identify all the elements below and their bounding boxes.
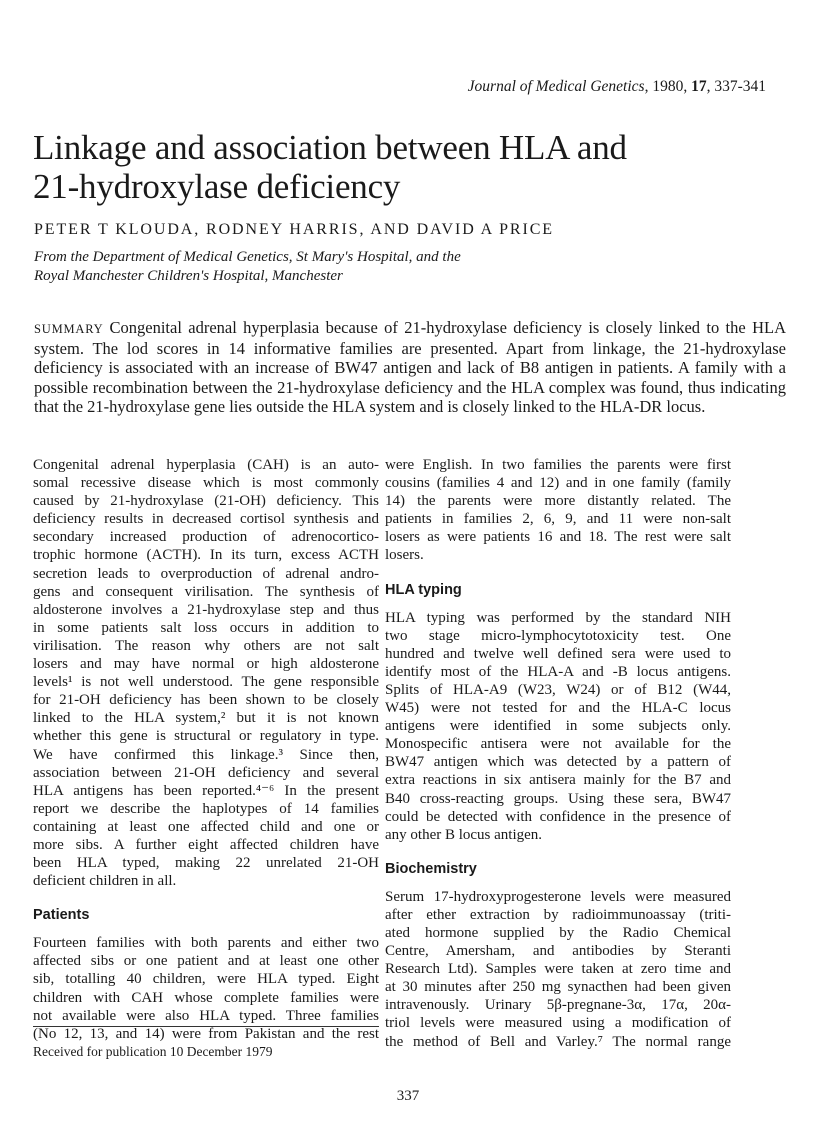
text-line: Monospecific antisera were not available for the [385, 736, 731, 753]
text-line: hundred and twelve well defined sera were used to [385, 645, 731, 662]
text-line: We have confirmed this linkage.³ Since then, [33, 746, 379, 763]
introduction [33, 456, 379, 890]
text-line: containing at least one affected child and one or [33, 818, 379, 835]
text-line: Congenital adrenal hyperplasia (CAH) is an auto- [33, 457, 379, 473]
text-line: triol levels were measured using a modification of [385, 1015, 731, 1032]
text-line: intravenously. Urinary 5β-pregnane-3α, 17α, 20α- [385, 997, 731, 1014]
hla-typing-section [385, 609, 731, 844]
text-line: children with CAH whose complete families were [33, 989, 379, 1006]
text-line: B40 cross-reacting groups. Using these sera, BW47 [385, 790, 731, 807]
text-line: Serum 17-hydroxyprogesterone levels were measured [385, 888, 731, 905]
summary-label: SUMMARY [34, 322, 104, 336]
left-column [33, 456, 379, 1061]
text-line: virilisation. The reason why others are not salt [33, 637, 379, 654]
text-line: after ether extraction by radioimmunoassay (triti- [385, 906, 731, 923]
text-line: somal recessive disease which is most commonly [33, 475, 379, 492]
text-line: been HLA typed, making 22 unrelated 21-OH [33, 855, 379, 872]
text-line: HLA typing was performed by the standard NIH [385, 609, 731, 626]
text-line: sib, totalling 40 children, were HLA typed. Eight [33, 971, 379, 988]
text-line: BW47 antigen which was detected by a pattern of [385, 754, 731, 771]
text-line: two stage micro-lymphocytotoxicity test. One [385, 627, 731, 644]
journal-volume: 17 [691, 78, 707, 95]
section-heading-biochemistry: Biochemistry [385, 860, 477, 877]
text-line: deficiency results in decreased cortisol synthesis and [33, 511, 379, 528]
text-line: in some patients salt loss occurs in addition to [33, 619, 379, 636]
title-line: 21-hydroxylase deficiency [33, 167, 401, 206]
page-number: 337 [396, 1088, 420, 1104]
text-line: any other B locus antigen. [385, 826, 543, 843]
text-line: losers as were patients 16 and 18. The rest were salt [385, 529, 731, 546]
text-line: association between 21-OH deficiency and several [33, 764, 379, 781]
patients-continued [385, 456, 731, 565]
text-line: were English. In two families the parents were first [385, 457, 731, 473]
journal-year: , 1980, [644, 78, 692, 95]
text-line: not available were also HLA typed. Three families [33, 1007, 379, 1024]
right-column [385, 456, 731, 1051]
text-line: more sibs. A further eight affected children have [33, 836, 379, 853]
text-line: losers. [385, 547, 424, 564]
text-line: patients in families 2, 6, 9, and 11 were non-salt [385, 511, 731, 528]
text-line: Fourteen families with both parents and either two [33, 935, 379, 952]
title-line: Linkage and association between HLA and [33, 128, 627, 167]
text-line: linked to the HLA system,² but it is not known [33, 710, 379, 727]
text-line: whether this gene is structural or regulatory in type. [33, 728, 379, 745]
text-line: 14) the parents were more distantly related. The [385, 493, 731, 510]
text-line: identify most of the HLA-A and -B locus antigens. [385, 663, 731, 680]
text-line: antigens were identified in some subjects only. [385, 718, 731, 735]
text-line: W45) were not tested for and the HLA-C locus [385, 700, 731, 717]
text-line: Research Ltd). Samples were taken at zero time and [385, 961, 731, 978]
text-line: aldosterone involves a 21-hydroxylase step and thus [33, 601, 379, 618]
text-line: extra reactions in six antisera mainly for the B7 and [385, 772, 731, 789]
text-line: secretion leads to overproduction of adrenal andro- [33, 565, 379, 582]
text-line: levels¹ is not well understood. The gene responsible [33, 674, 379, 691]
text-line: Centre, Amersham, and antibodies by Steranti [385, 943, 731, 960]
text-line: could be detected with confidence in the presence of [385, 808, 731, 825]
footnote-divider [33, 1026, 379, 1027]
text-line: (No 12, 13, and 14) were from Pakistan and the rest [33, 1025, 379, 1042]
author-list: PETER T KLOUDA, RODNEY HARRIS, AND DAVID A PRICE [34, 221, 554, 238]
text-line: report we describe the haplotypes of 14 families [33, 800, 379, 817]
affiliation-line: Royal Manchester Children's Hospital, Manchester [34, 267, 343, 284]
summary [34, 318, 786, 416]
text-line: Splits of HLA-A9 (W23, W24) or of B12 (W44, [385, 681, 731, 698]
text-line: affected sibs or one patient and at least one other [33, 953, 379, 970]
text-line: ated hormone supplied by the Radio Chemical [385, 924, 731, 941]
summary-text: Congenital adrenal hyperplasia because of 21-hydroxylase deficiency is closely linked to the HLA system. The lod scores in 14 informative families are presented. Apart from linkage, the 21-hydroxylase deficiency is associated with an increase of BW47 antigen and lack of B8 antigen in patients. A family with a possible recombination between the 21-hydroxylase deficiency and the HLA complex was found, thus indicating that the 21-hydroxylase gene lies outside the HLA system and is closely linked to the HLA-DR locus. [34, 318, 786, 416]
section-heading-patients: Patients [33, 907, 90, 924]
text-line: deficient children in all. [33, 873, 177, 890]
text-line: the method of Bell and Varley.⁷ The normal range [385, 1033, 731, 1050]
text-line: caused by 21-hydroxylase (21-OH) deficiency. This [33, 493, 379, 510]
text-line: losers and may have normal or high aldosterone [33, 656, 379, 673]
text-line: HLA antigens has been reported.⁴⁻⁶ In the present [33, 782, 379, 799]
journal-pages: , 337-341 [706, 78, 766, 95]
received-date: Received for publication 10 December 1979 [33, 1043, 273, 1059]
text-line: secondary increased production of adrenocortico- [33, 529, 379, 546]
text-line: trophic hormone (ACTH). In its turn, excess ACTH [33, 547, 379, 564]
text-line: at 30 minutes after 250 mg synacthen had been given [385, 979, 731, 996]
section-heading-hla-typing: HLA typing [385, 581, 462, 598]
text-line: for 21-OH deficiency has been shown to be closely [33, 692, 379, 709]
text-line: gens and consequent virilisation. The synthesis of [33, 583, 379, 600]
affiliation-line: From the Department of Medical Genetics, St Mary's Hospital, and the [34, 249, 461, 265]
affiliation [34, 248, 594, 285]
text-line: cousins (families 4 and 12) and in one family (family [385, 475, 731, 492]
biochemistry-section [385, 888, 731, 1051]
journal-header [468, 78, 766, 96]
article-title [33, 128, 673, 206]
journal-name: Journal of Medical Genetics [467, 78, 645, 95]
